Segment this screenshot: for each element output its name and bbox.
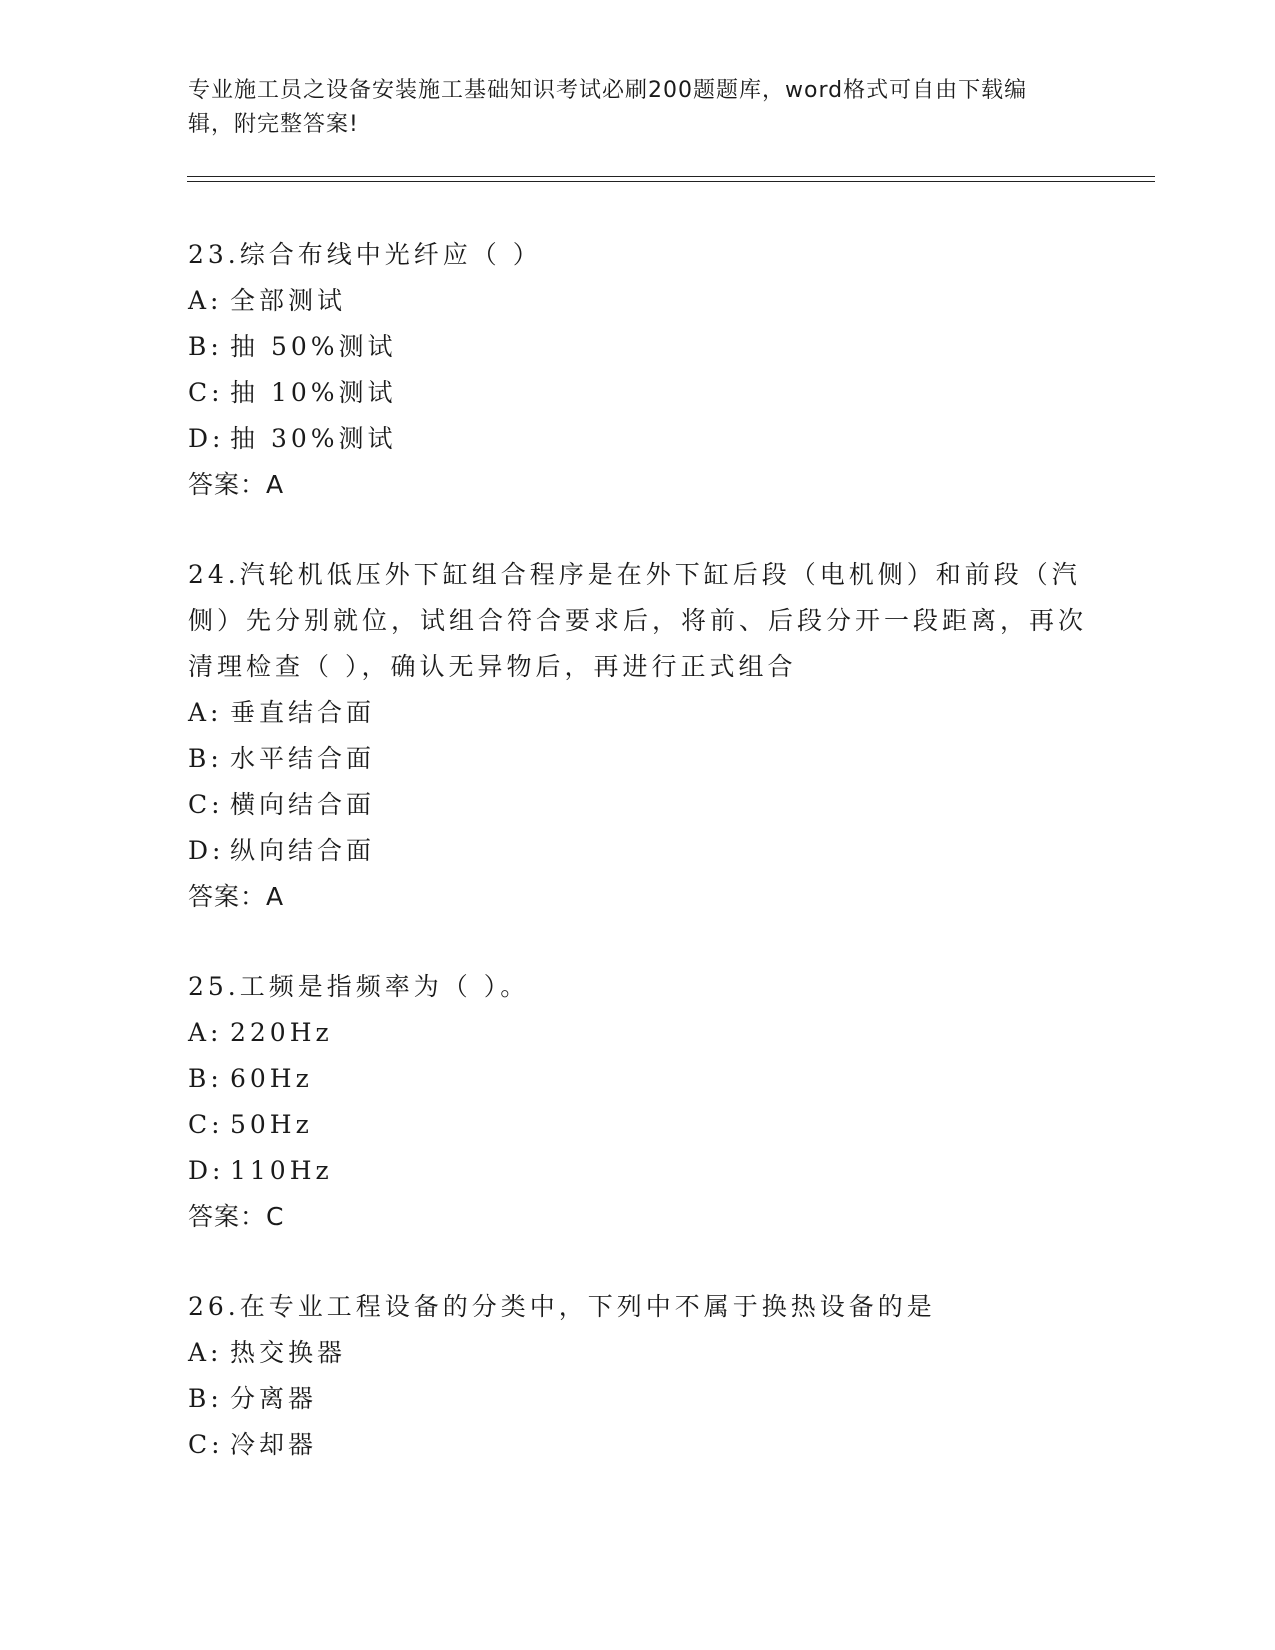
option-text: 抽 30%测试 [230, 424, 397, 453]
option-label: B: [188, 332, 223, 361]
option-text: 热交换器 [230, 1338, 347, 1367]
answer: 答案：A [188, 882, 285, 911]
option-text: 水平结合面 [230, 744, 376, 773]
option-d [188, 1148, 1088, 1194]
option-d [188, 828, 1088, 874]
option-text: 冷却器 [230, 1430, 318, 1459]
option-label: C: [188, 790, 224, 819]
header-divider-top [187, 176, 1155, 177]
option-label: C: [188, 378, 224, 407]
question-title: 24.汽轮机低压外下缸组合程序是在外下缸后段（电机侧）和前段（汽侧）先分别就位，试组合符合要求后，将前、后段分开一段距离，再次清理检查（ ），确认无异物后，再进行正式组合 [188, 560, 1088, 681]
option-b [188, 1376, 1088, 1422]
answer: 答案：A [188, 470, 285, 499]
option-text: 纵向结合面 [230, 836, 376, 865]
option-label: C: [188, 1430, 224, 1459]
option-label: A: [188, 1018, 223, 1047]
option-c [188, 782, 1088, 828]
question-list [188, 232, 1088, 1512]
option-c [188, 1102, 1088, 1148]
question-26 [188, 1284, 1088, 1468]
option-b [188, 1056, 1088, 1102]
option-label: D: [188, 1156, 225, 1185]
option-a [188, 1010, 1088, 1056]
option-text: 分离器 [230, 1384, 318, 1413]
option-c [188, 370, 1088, 416]
question-title: 25.工频是指频率为（ ）。 [188, 972, 530, 1001]
option-label: C: [188, 1110, 224, 1139]
option-d [188, 416, 1088, 462]
option-text: 垂直结合面 [230, 698, 376, 727]
option-label: D: [188, 836, 225, 865]
header-divider-bottom [187, 181, 1155, 182]
option-label: B: [188, 744, 223, 773]
option-text: 50Hz [230, 1110, 313, 1139]
option-text: 110Hz [230, 1156, 333, 1185]
header-title: 专业施工员之设备安装施工基础知识考试必刷200题题库，word格式可自由下载编辑，附完整答案! [188, 78, 1028, 137]
option-text: 抽 10%测试 [230, 378, 397, 407]
option-label: A: [188, 286, 223, 315]
option-label: B: [188, 1064, 223, 1093]
question-title: 26.在专业工程设备的分类中，下列中不属于换热设备的是 [188, 1292, 936, 1321]
option-b [188, 324, 1088, 370]
option-text: 220Hz [230, 1018, 333, 1047]
option-label: D: [188, 424, 225, 453]
option-c [188, 1422, 1088, 1468]
option-a [188, 1330, 1088, 1376]
question-23 [188, 232, 1088, 508]
option-a [188, 278, 1088, 324]
option-text: 60Hz [230, 1064, 313, 1093]
option-label: A: [188, 698, 223, 727]
question-24 [188, 552, 1088, 920]
option-label: B: [188, 1384, 223, 1413]
question-title: 23.综合布线中光纤应（ ） [188, 240, 542, 269]
option-label: A: [188, 1338, 223, 1367]
option-text: 抽 50%测试 [230, 332, 397, 361]
option-text: 全部测试 [230, 286, 347, 315]
question-25 [188, 964, 1088, 1240]
answer: 答案：C [188, 1202, 285, 1231]
document-header [188, 74, 1068, 142]
option-a [188, 690, 1088, 736]
option-b [188, 736, 1088, 782]
option-text: 横向结合面 [230, 790, 376, 819]
